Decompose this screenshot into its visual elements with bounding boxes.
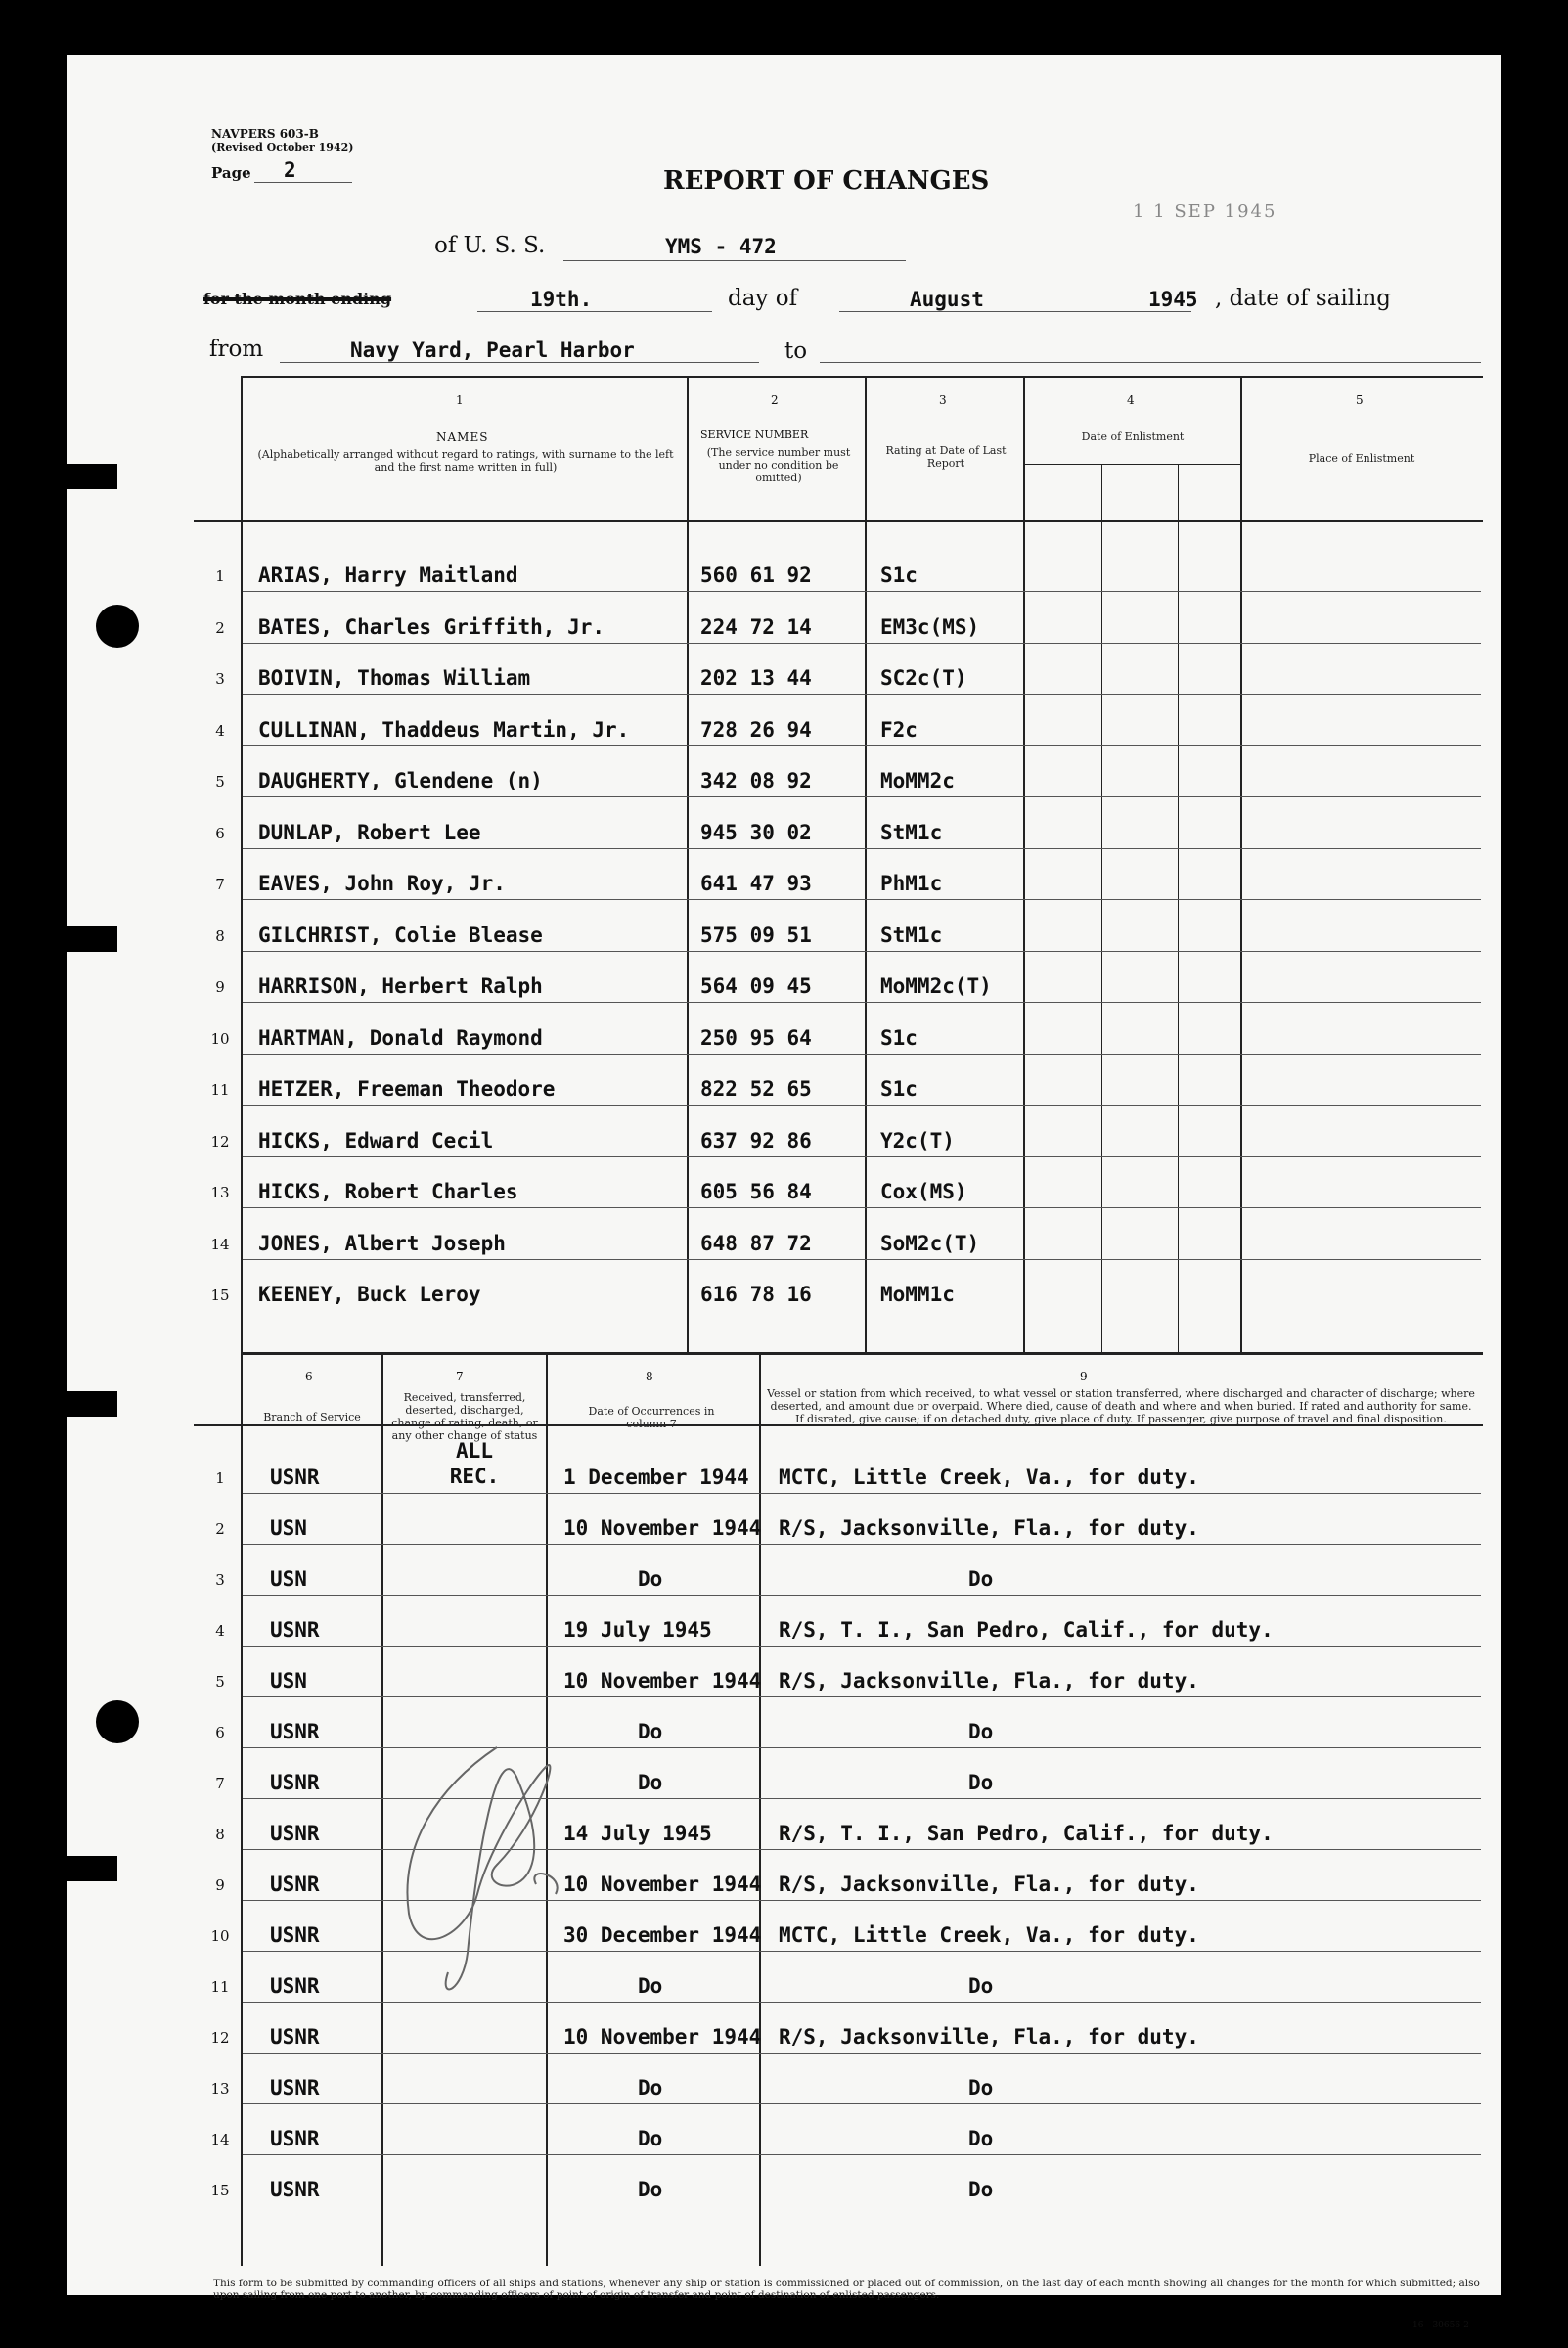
bottom-row-number: 15 xyxy=(210,2182,230,2199)
bottom-row-remarks: R/S, Jacksonville, Fla., for duty. xyxy=(779,2025,1199,2049)
month-ending-label: for the month ending xyxy=(203,290,392,308)
top-row-service-number: 641 47 93 xyxy=(700,872,812,895)
top-row-service-number: 564 09 45 xyxy=(700,974,812,998)
col4-number: 4 xyxy=(1127,393,1135,407)
top-row-rating: MoMM1c xyxy=(880,1283,955,1306)
bottom-row-remarks: Do xyxy=(968,1720,994,1743)
top-row-name: GILCHRIST, Colie Blease xyxy=(258,923,543,947)
col9-number: 9 xyxy=(1080,1370,1088,1383)
bottom-row-remarks: R/S, T. I., San Pedro, Calif., for duty. xyxy=(779,1822,1274,1845)
bottom-row-date: 10 November 1944 xyxy=(563,1873,762,1896)
col2-subtitle: (The service number must under no condition be omitted) xyxy=(706,446,851,484)
top-row-name: KEENEY, Buck Leroy xyxy=(258,1283,481,1306)
bottom-row-remarks: MCTC, Little Creek, Va., for duty. xyxy=(779,1923,1199,1947)
top-row-name: JONES, Albert Joseph xyxy=(258,1231,506,1255)
top-row-service-number: 224 72 14 xyxy=(700,614,812,639)
bottom-row-branch: USNR xyxy=(270,1618,320,1642)
top-row-name: ARIAS, Harry Maitland xyxy=(258,564,518,587)
col4-title: Date of Enlistment xyxy=(1081,430,1185,443)
top-row-number: 5 xyxy=(215,773,225,790)
bottom-row-date: Do xyxy=(638,1720,663,1743)
top-row-number: 9 xyxy=(215,978,225,996)
year-value: 1945 xyxy=(1148,288,1198,311)
top-row-rule xyxy=(243,951,1481,952)
bottom-row-remarks: R/S, T. I., San Pedro, Calif., for duty. xyxy=(779,1618,1274,1642)
top-row-service-number: 648 87 72 xyxy=(700,1231,812,1255)
day-of-label: day of xyxy=(728,286,798,311)
top-row-rating: SC2c(T) xyxy=(880,666,967,690)
top-row-rating: StM1c xyxy=(880,923,943,947)
bottom-row-number: 12 xyxy=(210,2029,230,2047)
top-row-number: 4 xyxy=(215,721,225,740)
bottom-row-date: 10 November 1944 xyxy=(563,1669,762,1693)
col3-title: Rating at Date of Last Report xyxy=(885,444,1007,470)
top-row-rule xyxy=(243,694,1481,695)
footer-print-code: 16—30656-2 xyxy=(1412,2321,1469,2330)
bottom-row-branch: USNR xyxy=(270,1974,320,1998)
col2-title: SERVICE NUMBER xyxy=(700,429,809,441)
top-row-rating: SoM2c(T) xyxy=(880,1231,980,1255)
top-row-rating: MoMM2c xyxy=(880,769,955,792)
top-row-service-number: 822 52 65 xyxy=(700,1077,812,1101)
col2-number: 2 xyxy=(771,393,779,407)
top-row-name: CULLINAN, Thaddeus Martin, Jr. xyxy=(258,717,630,742)
bottom-row-remarks: Do xyxy=(968,1771,994,1794)
top-row-rule xyxy=(243,1105,1481,1106)
from-value: Navy Yard, Pearl Harbor xyxy=(350,339,635,362)
top-header-bottom-rule xyxy=(194,520,1483,522)
bottom-row-date: Do xyxy=(638,1771,663,1794)
col8-title: Date of Occurrences in column 7 xyxy=(588,1405,715,1430)
top-row-name: HICKS, Edward Cecil xyxy=(258,1128,494,1152)
top-row-service-number: 605 56 84 xyxy=(700,1180,812,1203)
bottom-row-number: 7 xyxy=(215,1775,225,1792)
binder-hole-2 xyxy=(96,1700,139,1743)
bottom-row-branch: USN xyxy=(270,1516,307,1540)
top-row-service-number: 575 09 51 xyxy=(700,923,812,947)
enlistment-sub-rule xyxy=(1025,464,1240,465)
bottom-row-number: 1 xyxy=(215,1469,225,1487)
bottom-row-branch: USNR xyxy=(270,2025,320,2049)
top-row-rating: StM1c xyxy=(880,820,943,844)
top-row-service-number: 342 08 92 xyxy=(700,769,812,792)
top-row-name: HETZER, Freeman Theodore xyxy=(258,1077,556,1101)
col6-title: Branch of Service xyxy=(263,1411,361,1423)
col1-subtitle: (Alphabetically arranged without regard to ratings, with surname to the left and the first name written in full) xyxy=(257,448,674,474)
bottom-row-date: 14 July 1945 xyxy=(563,1822,712,1845)
top-row-rule xyxy=(243,1207,1481,1208)
to-label: to xyxy=(784,339,808,364)
page-underline xyxy=(254,182,352,183)
binder-tab-1-edge xyxy=(67,464,117,489)
bottom-row-rule xyxy=(243,1595,1481,1596)
col5-number: 5 xyxy=(1356,393,1364,407)
day-value: 19th. xyxy=(530,288,593,311)
bottom-col-divider-4 xyxy=(759,1354,761,2266)
bottom-row-date: 10 November 1944 xyxy=(563,1516,762,1540)
top-row-service-number: 616 78 16 xyxy=(700,1283,812,1306)
top-row-number: 12 xyxy=(210,1132,230,1151)
col7-number: 7 xyxy=(456,1370,464,1383)
bottom-row-date: 30 December 1944 xyxy=(563,1923,762,1947)
to-underline xyxy=(820,362,1481,363)
bottom-row-date: Do xyxy=(638,2127,663,2150)
month-value: August xyxy=(910,288,984,311)
bottom-row-number: 14 xyxy=(210,2131,230,2148)
top-row-service-number: 250 95 64 xyxy=(700,1025,812,1050)
col1-title: NAMES xyxy=(436,430,489,444)
bottom-row-branch: USNR xyxy=(270,2178,320,2201)
date-sailing-label: , date of sailing xyxy=(1215,286,1392,311)
from-label: from xyxy=(209,337,264,362)
top-row-rule xyxy=(243,745,1481,746)
from-underline xyxy=(280,362,759,363)
top-row-number: 3 xyxy=(215,670,225,688)
bottom-row-number: 5 xyxy=(215,1673,225,1691)
top-row-rating: Y2c(T) xyxy=(880,1128,955,1152)
bottom-row-branch: USNR xyxy=(270,2127,320,2150)
bottom-row-rule xyxy=(243,1493,1481,1494)
top-row-name: DUNLAP, Robert Lee xyxy=(258,820,481,844)
handwritten-signature xyxy=(380,1708,595,2031)
report-title: REPORT OF CHANGES xyxy=(663,166,990,196)
bottom-row-rule xyxy=(243,1646,1481,1647)
col9-title: Vessel or station from which received, to what vessel or station transferred, where discharged and character of discharge; where deserted, and amount due or overpaid. Where died, cause of death and where and when buried. If rated and authority for same. If disrated, give cause; if on detached duty, give place of duty. If passenger, give purpose of travel and final disposition. xyxy=(767,1387,1475,1425)
bottom-row-branch: USNR xyxy=(270,1923,320,1947)
document-page xyxy=(67,55,1501,2330)
top-row-service-number: 945 30 02 xyxy=(700,820,812,844)
enlistment-sub-divider-1 xyxy=(1101,464,1102,1354)
bottom-row-number: 10 xyxy=(210,1927,230,1945)
top-row-service-number: 202 13 44 xyxy=(700,666,812,690)
top-row-service-number: 560 61 92 xyxy=(700,564,812,587)
top-row-rating: F2c xyxy=(880,717,918,742)
bottom-row-number: 3 xyxy=(215,1571,225,1589)
bottom-row-rule xyxy=(243,2053,1481,2054)
bottom-table-top-rule xyxy=(243,1352,1483,1355)
top-row-rating: Cox(MS) xyxy=(880,1180,967,1203)
col3-number: 3 xyxy=(939,393,947,407)
bottom-row-remarks: R/S, Jacksonville, Fla., for duty. xyxy=(779,1669,1199,1693)
bottom-row-number: 2 xyxy=(215,1520,225,1538)
top-row-number: 15 xyxy=(210,1287,230,1304)
bottom-row-branch: USNR xyxy=(270,1822,320,1845)
top-row-rating: PhM1c xyxy=(880,872,943,895)
bottom-row-remarks: Do xyxy=(968,2127,994,2150)
bottom-row-number: 11 xyxy=(210,1978,230,1996)
enlistment-sub-divider-2 xyxy=(1178,464,1179,1354)
top-table-top-rule xyxy=(243,376,1483,378)
month-underline xyxy=(839,311,1191,312)
bottom-row-branch: USNR xyxy=(270,1466,320,1489)
top-row-service-number: 637 92 86 xyxy=(700,1128,812,1152)
bottom-row-date: 19 July 1945 xyxy=(563,1618,712,1642)
top-row-number: 6 xyxy=(215,824,225,842)
binder-hole-1 xyxy=(96,605,139,648)
footer-note: This form to be submitted by commanding officers of all ships and stations, whenever any ship or station is commissioned or placed out of commission, on the last day of each month showing all changes for the month for which submitted; also upon sailing from one port to another, by commanding officers of point of origin of transfer and point of destination of enlisted passengers. xyxy=(213,2278,1480,2301)
bottom-row-number: 6 xyxy=(215,1724,225,1741)
binder-tab-4-edge xyxy=(67,1856,117,1881)
top-row-rating: MoMM2c(T) xyxy=(880,974,992,998)
bottom-row-number: 13 xyxy=(210,2080,230,2098)
bottom-row-rule xyxy=(243,2103,1481,2104)
top-row-rule xyxy=(243,1054,1481,1055)
bottom-row-remarks: Do xyxy=(968,2076,994,2100)
col1-number: 1 xyxy=(456,393,464,407)
page-number: 2 xyxy=(284,158,296,182)
top-row-rule xyxy=(243,899,1481,900)
bottom-row-branch: USNR xyxy=(270,1720,320,1743)
top-row-name: HARRISON, Herbert Ralph xyxy=(258,974,543,998)
bottom-row-branch: USNR xyxy=(270,2076,320,2100)
bottom-row-remarks: Do xyxy=(968,1974,994,1998)
bottom-row-date: Do xyxy=(638,2076,663,2100)
bottom-row-rule xyxy=(243,1696,1481,1697)
bottom-row-date: 1 December 1944 xyxy=(563,1466,749,1489)
top-row-number: 11 xyxy=(210,1081,230,1099)
col5-title: Place of Enlistment xyxy=(1308,452,1415,465)
top-row-number: 7 xyxy=(215,876,225,893)
top-row-name: BOIVIN, Thomas William xyxy=(258,666,531,690)
top-row-number: 10 xyxy=(210,1029,230,1048)
top-row-rating: S1c xyxy=(880,1025,918,1050)
top-row-number: 1 xyxy=(215,567,225,585)
col6-number: 6 xyxy=(305,1370,313,1383)
top-row-rating: S1c xyxy=(880,564,918,587)
top-row-rule xyxy=(243,796,1481,797)
bottom-row-remarks: Do xyxy=(968,1567,994,1591)
bottom-row-number: 8 xyxy=(215,1826,225,1843)
top-row-rule xyxy=(243,643,1481,644)
top-row-service-number: 728 26 94 xyxy=(700,717,812,742)
bottom-row-branch: USN xyxy=(270,1567,307,1591)
bottom-row-date: Do xyxy=(638,1567,663,1591)
top-row-rating: S1c xyxy=(880,1077,918,1101)
top-row-rule xyxy=(243,848,1481,849)
bottom-row-status: ALL REC. xyxy=(449,1439,500,1488)
vessel-underline xyxy=(563,260,906,261)
form-number: NAVPERS 603-B xyxy=(211,127,319,141)
bottom-row-remarks: R/S, Jacksonville, Fla., for duty. xyxy=(779,1516,1199,1540)
top-row-rule xyxy=(243,1259,1481,1260)
top-row-number: 13 xyxy=(210,1184,230,1201)
col7-title: Received, transferred, deserted, discharged, change of rating, death, or any other change of status xyxy=(391,1391,538,1442)
top-row-rule xyxy=(243,591,1481,592)
bottom-row-branch: USN xyxy=(270,1669,307,1693)
top-row-name: BATES, Charles Griffith, Jr. xyxy=(258,614,605,639)
of-uss-label: of U. S. S. xyxy=(434,233,546,258)
bottom-row-date: Do xyxy=(638,1974,663,1998)
bottom-row-number: 9 xyxy=(215,1876,225,1894)
bottom-col-divider-1 xyxy=(241,1354,243,2266)
top-row-number: 8 xyxy=(215,926,225,945)
top-row-number: 2 xyxy=(215,618,225,637)
bottom-row-date: Do xyxy=(638,2178,663,2201)
bottom-row-branch: USNR xyxy=(270,1771,320,1794)
received-stamp: 1 1 SEP 1945 xyxy=(1133,202,1277,222)
page-label: Page xyxy=(211,164,251,182)
bottom-row-rule xyxy=(243,2154,1481,2155)
bottom-row-branch: USNR xyxy=(270,1873,320,1896)
binder-tab-2-edge xyxy=(67,926,117,952)
top-row-name: EAVES, John Roy, Jr. xyxy=(258,872,506,895)
bottom-row-rule xyxy=(243,1544,1481,1545)
top-row-number: 14 xyxy=(210,1235,230,1253)
bottom-row-number: 4 xyxy=(215,1622,225,1640)
bottom-row-remarks: Do xyxy=(968,2178,994,2201)
top-row-name: HARTMAN, Donald Raymond xyxy=(258,1025,543,1050)
top-row-rule xyxy=(243,1156,1481,1157)
vessel-name: YMS - 472 xyxy=(665,235,777,258)
day-underline xyxy=(477,311,712,312)
bottom-row-remarks: MCTC, Little Creek, Va., for duty. xyxy=(779,1466,1199,1489)
col8-number: 8 xyxy=(646,1370,653,1383)
top-row-name: HICKS, Robert Charles xyxy=(258,1180,518,1203)
top-row-rating: EM3c(MS) xyxy=(880,614,980,639)
top-row-rule xyxy=(243,1002,1481,1003)
bottom-row-remarks: R/S, Jacksonville, Fla., for duty. xyxy=(779,1873,1199,1896)
top-row-name: DAUGHERTY, Glendene (n) xyxy=(258,769,543,792)
form-revision: (Revised October 1942) xyxy=(211,141,354,154)
binder-tab-3-edge xyxy=(67,1391,117,1417)
bottom-row-date: 10 November 1944 xyxy=(563,2025,762,2049)
